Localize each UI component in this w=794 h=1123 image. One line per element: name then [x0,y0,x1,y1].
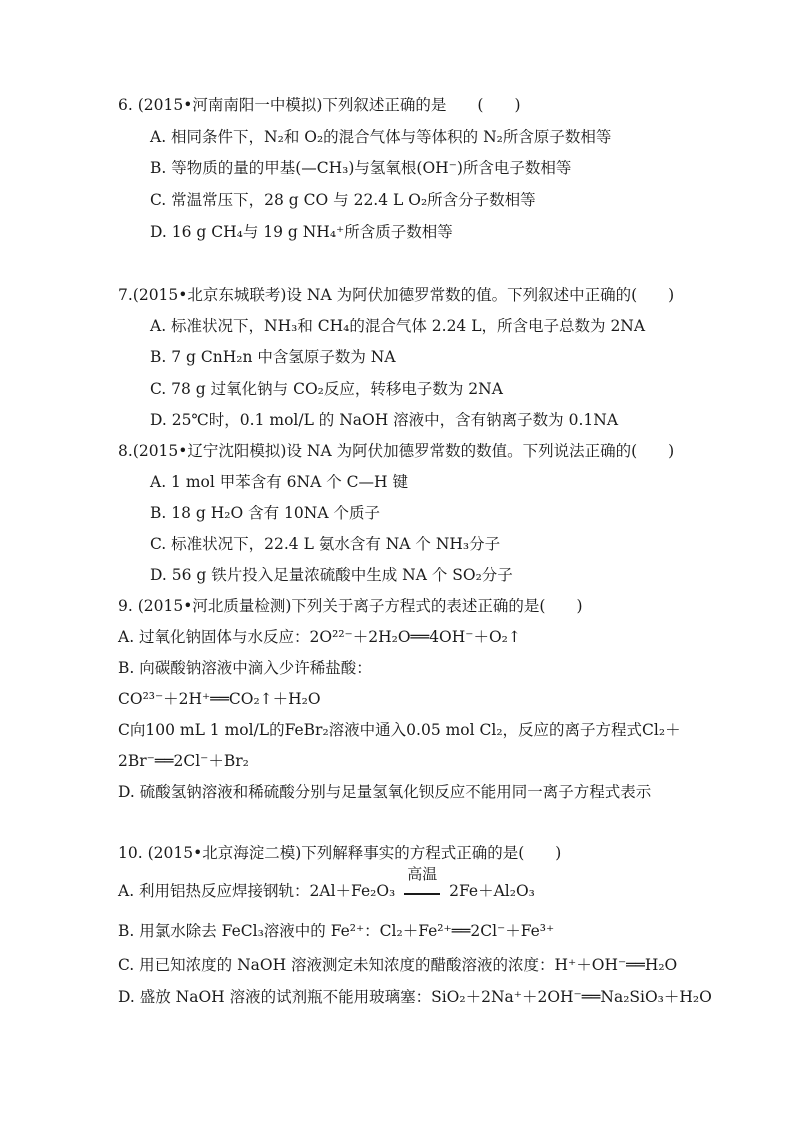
q6-stem: 6. (2015•河南南阳一中模拟)下列叙述正确的是 ( ) [118,96,521,114]
q7-option-c: C. 78 g 过氧化钠与 CO₂反应，转移电子数为 2NA [150,380,503,398]
q9-option-b: B. 向碳酸钠溶液中滴入少许稀盐酸： [118,659,372,677]
q7-option-a: A. 标准状况下，NH₃和 CH₄的混合气体 2.24 L，所含电子总数为 2NA [150,317,646,335]
q10-stem: 10. (2015•北京海淀二模)下列解释事实的方程式正确的是( ) [118,844,562,862]
q8-option-c: C. 标准状况下，22.4 L 氨水含有 NA 个 NH₃分子 [150,535,501,553]
q10-option-a-right: 2Fe＋Al₂O₃ [449,882,535,900]
q8-option-b: B. 18 g H₂O 含有 10NA 个质子 [150,504,380,522]
q6-option-b: B. 等物质的量的甲基(—CH₃)与氢氧根(OH⁻)所含电子数相等 [150,159,572,177]
q9-option-c-equation: 2Br⁻══2Cl⁻＋Br₂ [118,752,249,770]
q9-option-b-equation: CO²³⁻＋2H⁺══CO₂↑＋H₂O [118,690,321,708]
q9-option-d: D. 硫酸氢钠溶液和稀硫酸分别与足量氢氧化钡反应不能用同一离子方程式表示 [118,783,652,801]
q9-option-a: A. 过氧化钠固体与水反应：2O²²⁻＋2H₂O══4OH⁻＋O₂↑ [118,628,521,646]
q7-stem: 7.(2015•北京东城联考)设 NA 为阿伏加德罗常数的值。下列叙述中正确的( ) [118,286,675,304]
q7-option-b: B. 7 g CnH₂n 中含氢原子数为 NA [150,348,396,366]
q10-option-a-left: A. 利用铝热反应焊接钢轨：2Al＋Fe₂O₃ [118,882,396,900]
reaction-condition-bar [404,893,440,895]
q9-stem: 9. (2015•河北质量检测)下列关于离子方程式的表述正确的是( ) [118,597,583,615]
reaction-condition [404,865,440,902]
q8-option-d: D. 56 g 铁片投入足量浓硫酸中生成 NA 个 SO₂分子 [150,566,513,584]
q8-option-a: A. 1 mol 甲苯含有 6NA 个 C—H 键 [150,473,408,491]
q6-option-c: C. 常温常压下，28 g CO 与 22.4 L O₂所含分子数相等 [150,191,536,209]
q10-option-b: B. 用氯水除去 FeCl₃溶液中的 Fe²⁺：Cl₂＋Fe²⁺══2Cl⁻＋Fe³⁺ [118,922,555,940]
q10-option-c: C. 用已知浓度的 NaOH 溶液测定未知浓度的醋酸溶液的浓度：H⁺＋OH⁻══H₂O [118,956,678,974]
q8-stem: 8.(2015•辽宁沈阳模拟)设 NA 为阿伏加德罗常数的数值。下列说法正确的( ) [118,442,675,460]
reaction-condition-label: 高温 [407,865,438,883]
q10-option-d: D. 盛放 NaOH 溶液的试剂瓶不能用玻璃塞：SiO₂＋2Na⁺＋2OH⁻══Na₂SiO₃＋H₂O [118,988,712,1006]
q10-option-a [118,865,535,902]
q7-option-d: D. 25℃时，0.1 mol/L 的 NaOH 溶液中，含有钠离子数为 0.1NA [150,411,619,429]
q6-option-a: A. 相同条件下，N₂和 O₂的混合气体与等体积的 N₂所含原子数相等 [150,128,612,146]
q9-option-c: C向100 mL 1 mol/L的FeBr₂溶液中通入0.05 mol Cl₂，反应的离子方程式Cl₂＋ [118,721,681,739]
q6-option-d: D. 16 g CH₄与 19 g NH₄⁺所含质子数相等 [150,223,453,241]
